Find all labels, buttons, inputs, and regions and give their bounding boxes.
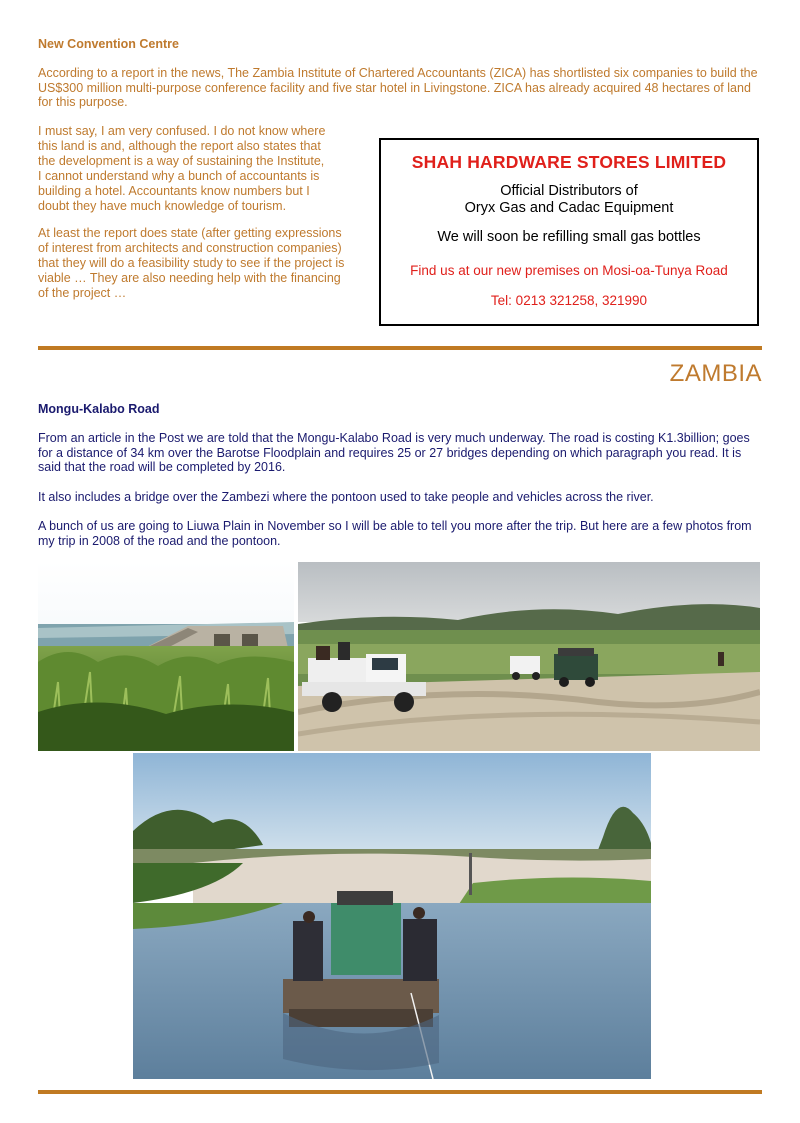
text-line: that they will do a feasibility study to see if the project is — [38, 256, 345, 270]
advertisement-box — [379, 138, 759, 326]
ad-phone-line: Tel: 0213 321258, 321990 — [490, 293, 648, 308]
mongu-kalabo-title: Mongu-Kalabo Road — [38, 402, 160, 416]
ad-distributors-line: Official Distributors of — [500, 183, 638, 199]
mongu-paragraph-2: It also includes a bridge over the Zambezi where the pontoon used to take people and vehicles across the river. — [38, 490, 654, 504]
ad-title: SHAH HARDWARE STORES LIMITED — [411, 152, 727, 172]
convention-title: New Convention Centre — [38, 37, 179, 51]
text-line: I cannot understand why a bunch of accountants is — [38, 169, 320, 183]
ad-address-line: Find us at our new premises on Mosi-oa-Tunya Road — [410, 263, 728, 278]
section-heading-zambia: ZAMBIA — [669, 360, 762, 387]
text-line: of the project … — [38, 286, 127, 300]
text-line: At least the report does state (after getting expressions — [38, 226, 342, 240]
convention-paragraph-2 — [38, 124, 373, 214]
convention-paragraph-1: According to a report in the news, The Zambia Institute of Chartered Accountants (ZICA) has shortlisted six companies to build the US$300 million multi-purpose conference facility and five star hotel in Livingstone. ZICA has already acquired 48 hectares of land for this purpose. — [38, 66, 758, 109]
photo-pontoon — [133, 753, 651, 1079]
section-divider — [38, 346, 762, 350]
photo-floodplain-road — [298, 562, 760, 751]
text-line: the development is a way of sustaining the Institute, — [38, 154, 325, 168]
text-line: building a hotel. Accountants know numbers but I — [38, 184, 310, 198]
text-line: doubt they have much knowledge of tourism. — [38, 199, 287, 213]
text-line: I must say, I am very confused. I do not know where — [38, 124, 326, 138]
ad-refill-line: We will soon be refilling small gas bottles — [437, 229, 701, 245]
bottom-divider — [38, 1090, 762, 1094]
text-line: this land is and, although the report also states that — [38, 139, 321, 153]
ad-products-line: Oryx Gas and Cadac Equipment — [464, 200, 674, 216]
photo-ruined-bridge — [38, 562, 294, 751]
mongu-paragraph-3: A bunch of us are going to Liuwa Plain in November so I will be able to tell you more after the trip. But here are a few photos from my trip in 2008 of the road and the pontoon. — [38, 519, 752, 548]
mongu-paragraph-1: From an article in the Post we are told that the Mongu-Kalabo Road is very much underway. The road is costing K1.3billion; goes for a distance of 34 km over the Barotse Floodplain and requires 25 or 27 bridges depending on which paragraph you read. It is said that the road will be completed by 2016. — [38, 431, 750, 474]
text-line: of interest from architects and construction companies) — [38, 241, 342, 255]
text-line: viable … They are also needing help with the financing — [38, 271, 341, 285]
convention-paragraph-3 — [38, 226, 378, 301]
